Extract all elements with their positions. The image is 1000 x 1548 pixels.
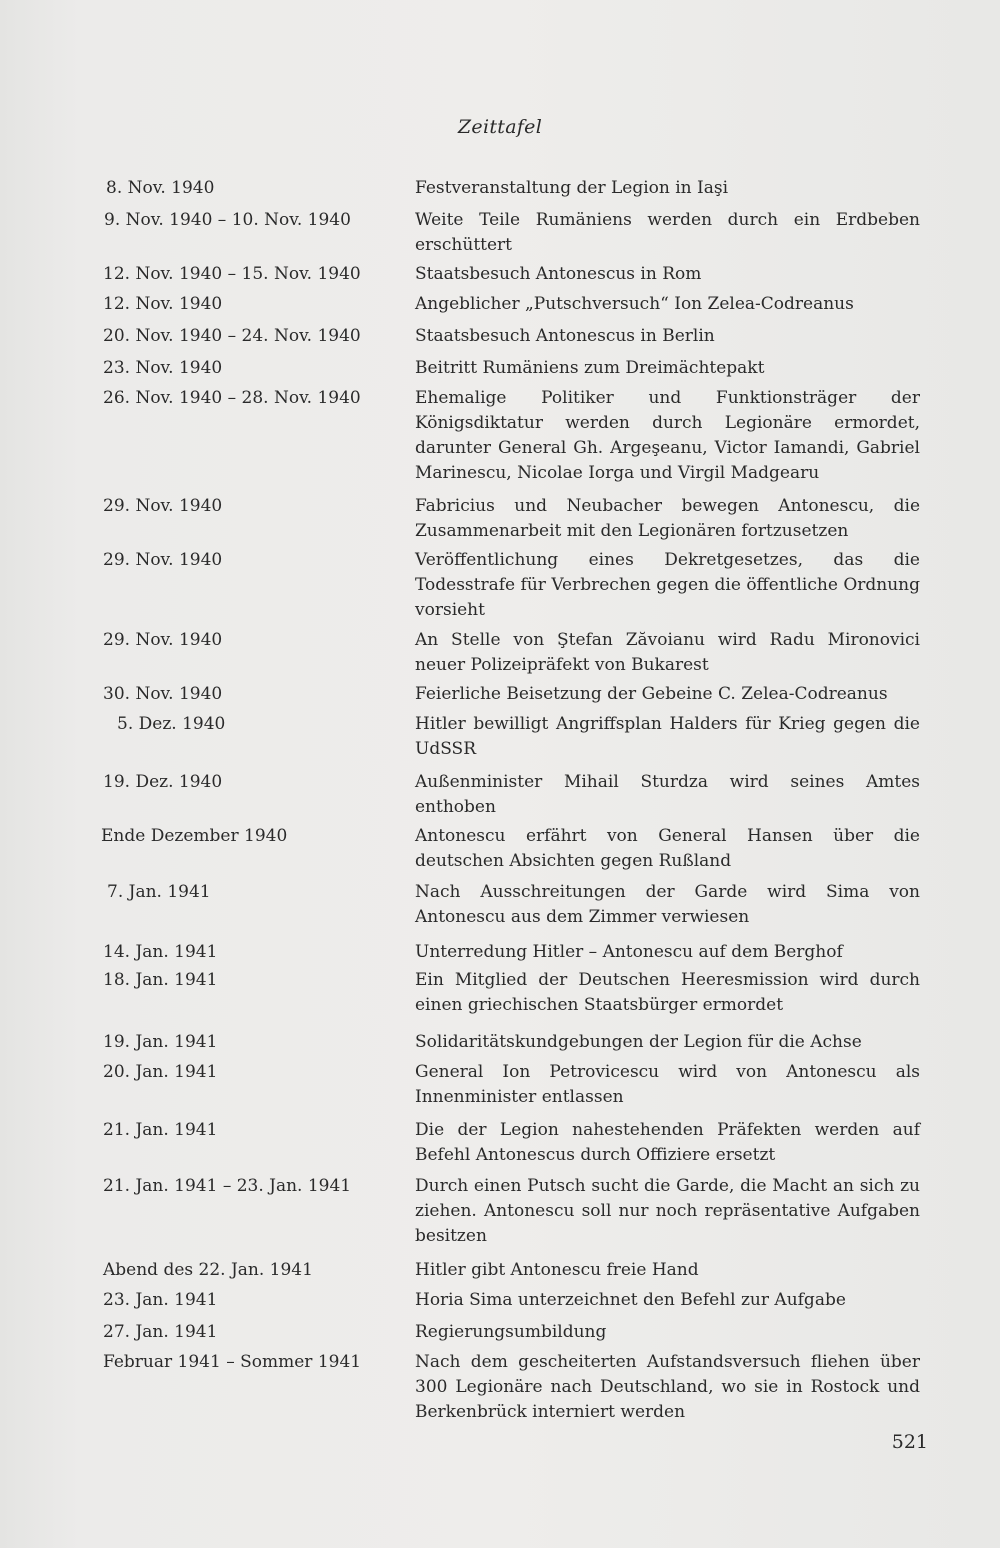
entry-text: Regierungsumbildung [415,1322,607,1342]
entry-text: Die der Legion nahestehenden Präfekten werden auf Befehl Antonescus durch Offiziere ersetzt [415,1120,920,1165]
entry-date: 29. Nov. 1940 [103,496,223,516]
entry-date: 18. Jan. 1941 [103,970,218,990]
entry-text: Veröffentlichung eines Dekretgesetzes, das die Todesstrafe für Verbrechen gegen die öffentliche Ordnung vorsieht [415,550,920,620]
running-head: Zeittafel [457,116,543,138]
page-number: 521 [891,1431,928,1453]
entry-text: Horia Sima unterzeichnet den Befehl zur Aufgabe [415,1290,846,1310]
entry-date: 23. Jan. 1941 [103,1290,218,1310]
entry-date: 29. Nov. 1940 [103,550,223,570]
entry-text: Feierliche Beisetzung der Gebeine C. Zelea-Codreanus [415,684,888,704]
entry-text: Solidaritätskundgebungen der Legion für die Achse [415,1032,862,1052]
entry-date: 30. Nov. 1940 [103,684,223,704]
entry-text: Nach dem gescheiterten Aufstandsversuch fliehen über 300 Legionäre nach Deutschland, wo sie in Rostock und Berkenbrück interniert werden [415,1352,920,1422]
entry-text: Unterredung Hitler – Antonescu auf dem Berghof [415,942,843,962]
entry-date: 19. Jan. 1941 [103,1032,218,1052]
entry-text: Nach Ausschreitungen der Garde wird Sima von Antonescu aus dem Zimmer verwiesen [415,882,920,927]
entry-text: General Ion Petrovicescu wird von Antonescu als Innenminister entlassen [415,1062,920,1107]
entry-date: Ende Dezember 1940 [101,826,288,846]
entry-text: Durch einen Putsch sucht die Garde, die Macht an sich zu ziehen. Antonescu soll nur noch repräsentative Aufgaben besitzen [415,1176,920,1246]
entry-date: 27. Jan. 1941 [103,1322,218,1342]
entry-date: Abend des 22. Jan. 1941 [103,1260,313,1280]
entry-date: 12. Nov. 1940 – 15. Nov. 1940 [103,264,361,284]
entry-date: Februar 1941 – Sommer 1941 [103,1352,362,1372]
entry-text: Fabricius und Neubacher bewegen Antonescu, die Zusammenarbeit mit den Legionären fortzusetzen [415,496,920,541]
entry-date: 23. Nov. 1940 [103,358,223,378]
entry-text: Außenminister Mihail Sturdza wird seines Amtes enthoben [415,772,920,817]
entry-date: 21. Jan. 1941 – 23. Jan. 1941 [103,1176,352,1196]
entry-date: 20. Jan. 1941 [103,1062,218,1082]
entry-date: 20. Nov. 1940 – 24. Nov. 1940 [103,326,361,346]
entry-text: Beitritt Rumäniens zum Dreimächtepakt [415,358,765,378]
entry-date: 12. Nov. 1940 [103,294,223,314]
entry-text: Staatsbesuch Antonescus in Berlin [415,326,715,346]
entry-date: 29. Nov. 1940 [103,630,223,650]
entry-date: 14. Jan. 1941 [103,942,218,962]
entry-date: 19. Dez. 1940 [103,772,223,792]
entry-text: Weite Teile Rumäniens werden durch ein Erdbeben erschüttert [415,210,920,255]
entry-date: 26. Nov. 1940 – 28. Nov. 1940 [103,388,361,408]
entry-text: An Stelle von Ştefan Zăvoianu wird Radu Mironovici neuer Polizeipräfekt von Bukarest [415,630,920,675]
entry-text: Angeblicher „Putschversuch“ Ion Zelea-Codreanus [415,294,854,314]
entry-text: Festveranstaltung der Legion in Iaşi [415,178,729,198]
entry-text: Ein Mitglied der Deutschen Heeresmission wird durch einen griechischen Staatsbürger ermordet [415,970,920,1015]
entry-text: Hitler gibt Antonescu freie Hand [415,1260,699,1280]
entry-text: Hitler bewilligt Angriffsplan Halders für Krieg gegen die UdSSR [415,714,920,759]
entry-text: Staatsbesuch Antonescus in Rom [415,264,702,284]
entry-date: 9. Nov. 1940 – 10. Nov. 1940 [104,210,351,230]
entry-date: 8. Nov. 1940 [106,178,215,198]
entry-text: Ehemalige Politiker und Funktionsträger der Königsdiktatur werden durch Legionäre ermordet, darunter General Gh. Argeşeanu, Victor Iamandi, Gabriel Marinescu, Nicolae Iorga und Virgil Madgearu [415,388,920,483]
entry-text: Antonescu erfährt von General Hansen über die deutschen Absichten gegen Rußland [415,826,920,871]
entry-date: 21. Jan. 1941 [103,1120,218,1140]
entry-date: 5. Dez. 1940 [117,714,226,734]
entry-date: 7. Jan. 1941 [107,882,211,902]
